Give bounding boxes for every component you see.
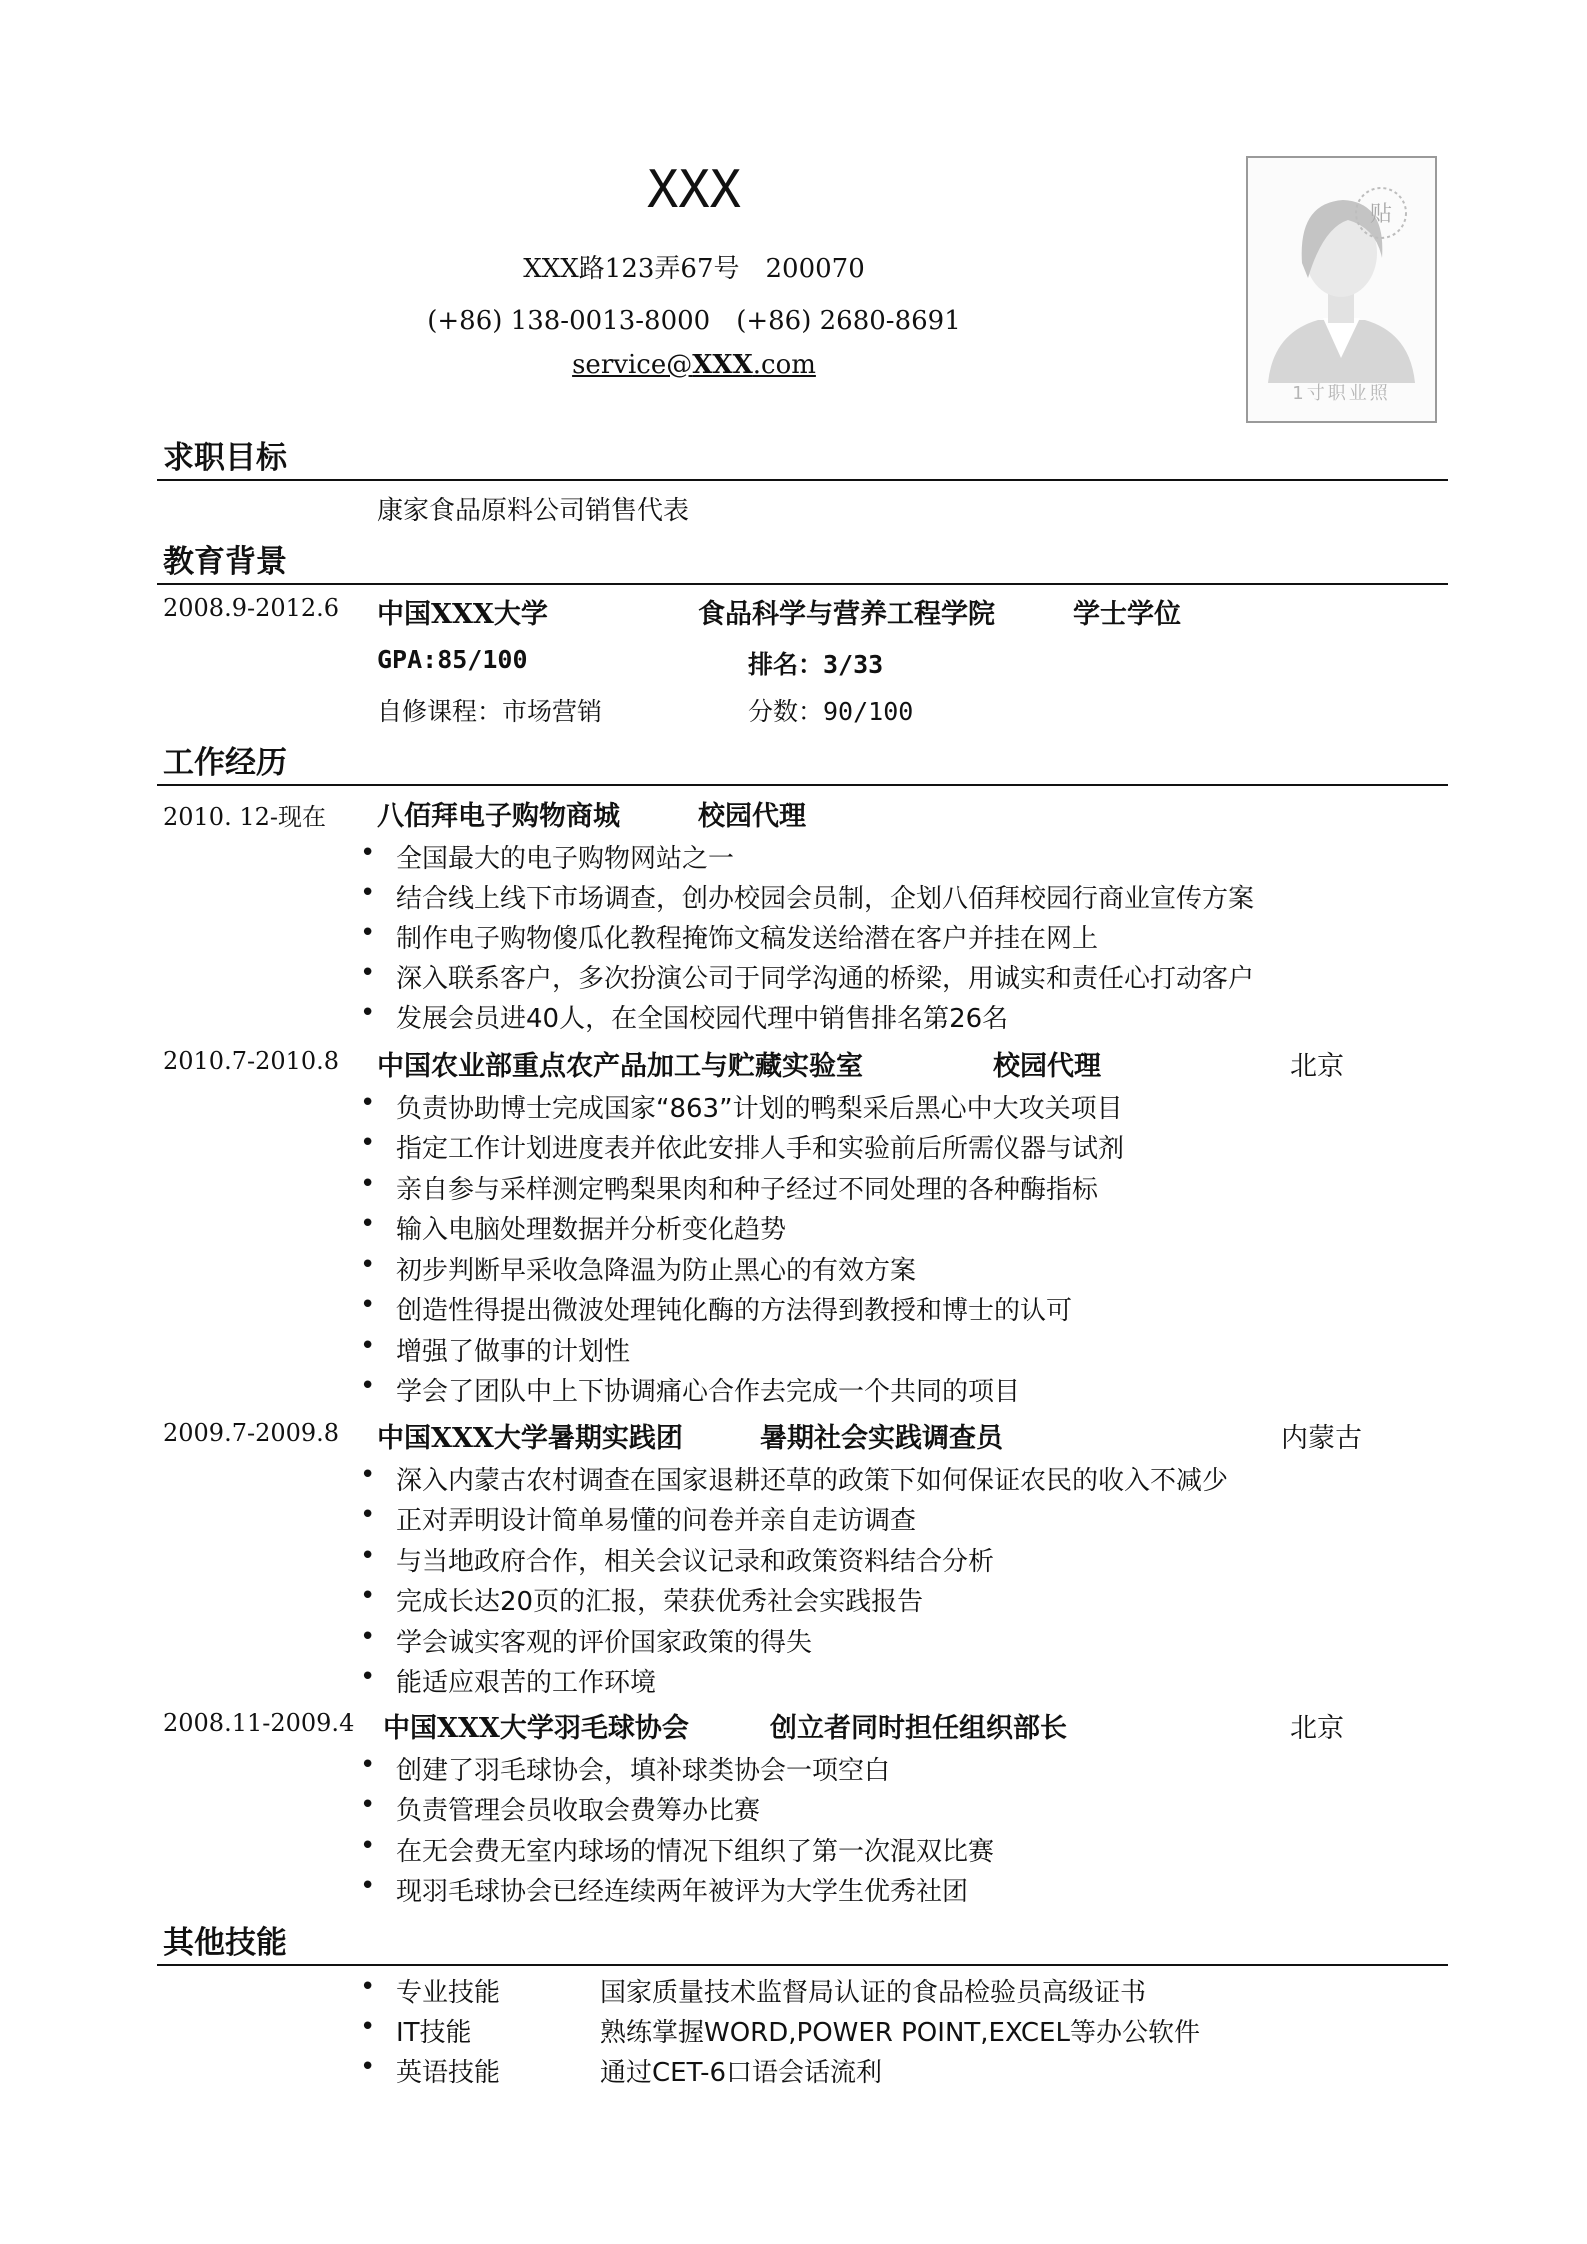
job-role: 校园代理 (698, 801, 806, 832)
objective-text: 康家食品原料公司销售代表 (377, 496, 690, 526)
work-heading: 工作经历 (163, 745, 287, 781)
objective-heading: 求职目标 (163, 440, 287, 476)
work-divider (157, 784, 1448, 786)
profile-photo-placeholder (1246, 156, 1437, 423)
bullet-icon: • (360, 1972, 376, 2002)
bullet-icon: • (360, 2012, 376, 2042)
email-suffix: .com (752, 350, 816, 380)
education-divider (157, 583, 1448, 585)
job-date: 2009.7-2009.8 (163, 1419, 340, 1447)
bullet-icon: • (360, 1209, 376, 1239)
bullet-icon: • (360, 1371, 376, 1401)
bullet-icon: • (360, 1662, 376, 1692)
photo-caption: 1寸职业照 (1292, 383, 1391, 404)
bullet-icon: • (360, 918, 376, 948)
bullet-icon: • (360, 1871, 376, 1901)
job-location: 内蒙古 (1281, 1423, 1362, 1454)
skills-heading: 其他技能 (163, 1925, 287, 1961)
bullet-icon: • (360, 1831, 376, 1861)
job-role: 暑期社会实践调查员 (760, 1423, 1003, 1454)
job-date: 2010. 12-现在 (163, 803, 326, 831)
job-location: 北京 (1290, 1051, 1344, 1082)
education-school: 中国XXX大学 (377, 599, 548, 630)
education-score: 分数：90/100 (748, 697, 914, 726)
bullet-icon: • (360, 998, 376, 1028)
job-org: 中国XXX大学暑期实践团 (377, 1423, 683, 1454)
education-course: 自修课程：市场营销 (377, 697, 603, 726)
bullet-icon: • (360, 1088, 376, 1118)
job-org: 中国农业部重点农产品加工与贮藏实验室 (377, 1051, 863, 1082)
bullet-icon: • (360, 1500, 376, 1530)
education-college: 食品科学与营养工程学院 (698, 599, 995, 630)
bullet-icon: • (360, 958, 376, 988)
bullet-icon: • (360, 1581, 376, 1611)
bullet-icon: • (360, 1128, 376, 1158)
bullet-icon: • (360, 1169, 376, 1199)
job-location: 北京 (1290, 1713, 1344, 1744)
bullet-icon: • (360, 1460, 376, 1490)
job-role: 校园代理 (993, 1051, 1101, 1082)
education-heading: 教育背景 (163, 544, 287, 580)
bullet-icon: • (360, 838, 376, 868)
email-prefix: service@ (572, 350, 693, 380)
education-rank: 排名：3/33 (748, 650, 884, 679)
skills-divider (157, 1964, 1448, 1966)
bullet-icon: • (360, 878, 376, 908)
skill-value: 国家质量技术监督局认证的食品检验员高级证书 (600, 1978, 1147, 2008)
bullet-icon: • (360, 1331, 376, 1361)
education-gpa: GPA:85/100 (377, 645, 528, 674)
email-domain: XXX (692, 350, 753, 380)
education-date: 2008.9-2012.6 (163, 594, 340, 622)
objective-divider (157, 479, 1448, 481)
bullet-icon: • (360, 1290, 376, 1320)
resume-name: XXX (647, 160, 741, 220)
education-degree: 学士学位 (1073, 599, 1181, 630)
skill-value: 通过CET-6口语会话流利 (600, 2058, 883, 2088)
phone: (+86) 138-0013-8000 (+86) 2680-8691 (427, 306, 961, 336)
bullet-icon: • (360, 1790, 376, 1820)
bullet-icon: • (360, 1541, 376, 1571)
bullet-icon: • (360, 2052, 376, 2082)
photo-stamp: 贴 (1369, 202, 1393, 227)
job-date: 2010.7-2010.8 (163, 1047, 340, 1075)
job-org: 中国XXX大学羽毛球协会 (383, 1713, 689, 1744)
skill-value: 熟练掌握WORD,POWER POINT,EXCEL等办公软件 (600, 2018, 1200, 2048)
bullet-icon: • (360, 1622, 376, 1652)
bullet-icon: • (360, 1750, 376, 1780)
email-link[interactable] (0, 350, 1388, 380)
job-org: 八佰拜电子购物商城 (377, 801, 620, 832)
job-role: 创立者同时担任组织部长 (770, 1713, 1067, 1744)
bullet-icon: • (360, 1250, 376, 1280)
address: XXX路123弄67号 200070 (523, 254, 865, 284)
job-date: 2008.11-2009.4 (163, 1709, 355, 1737)
